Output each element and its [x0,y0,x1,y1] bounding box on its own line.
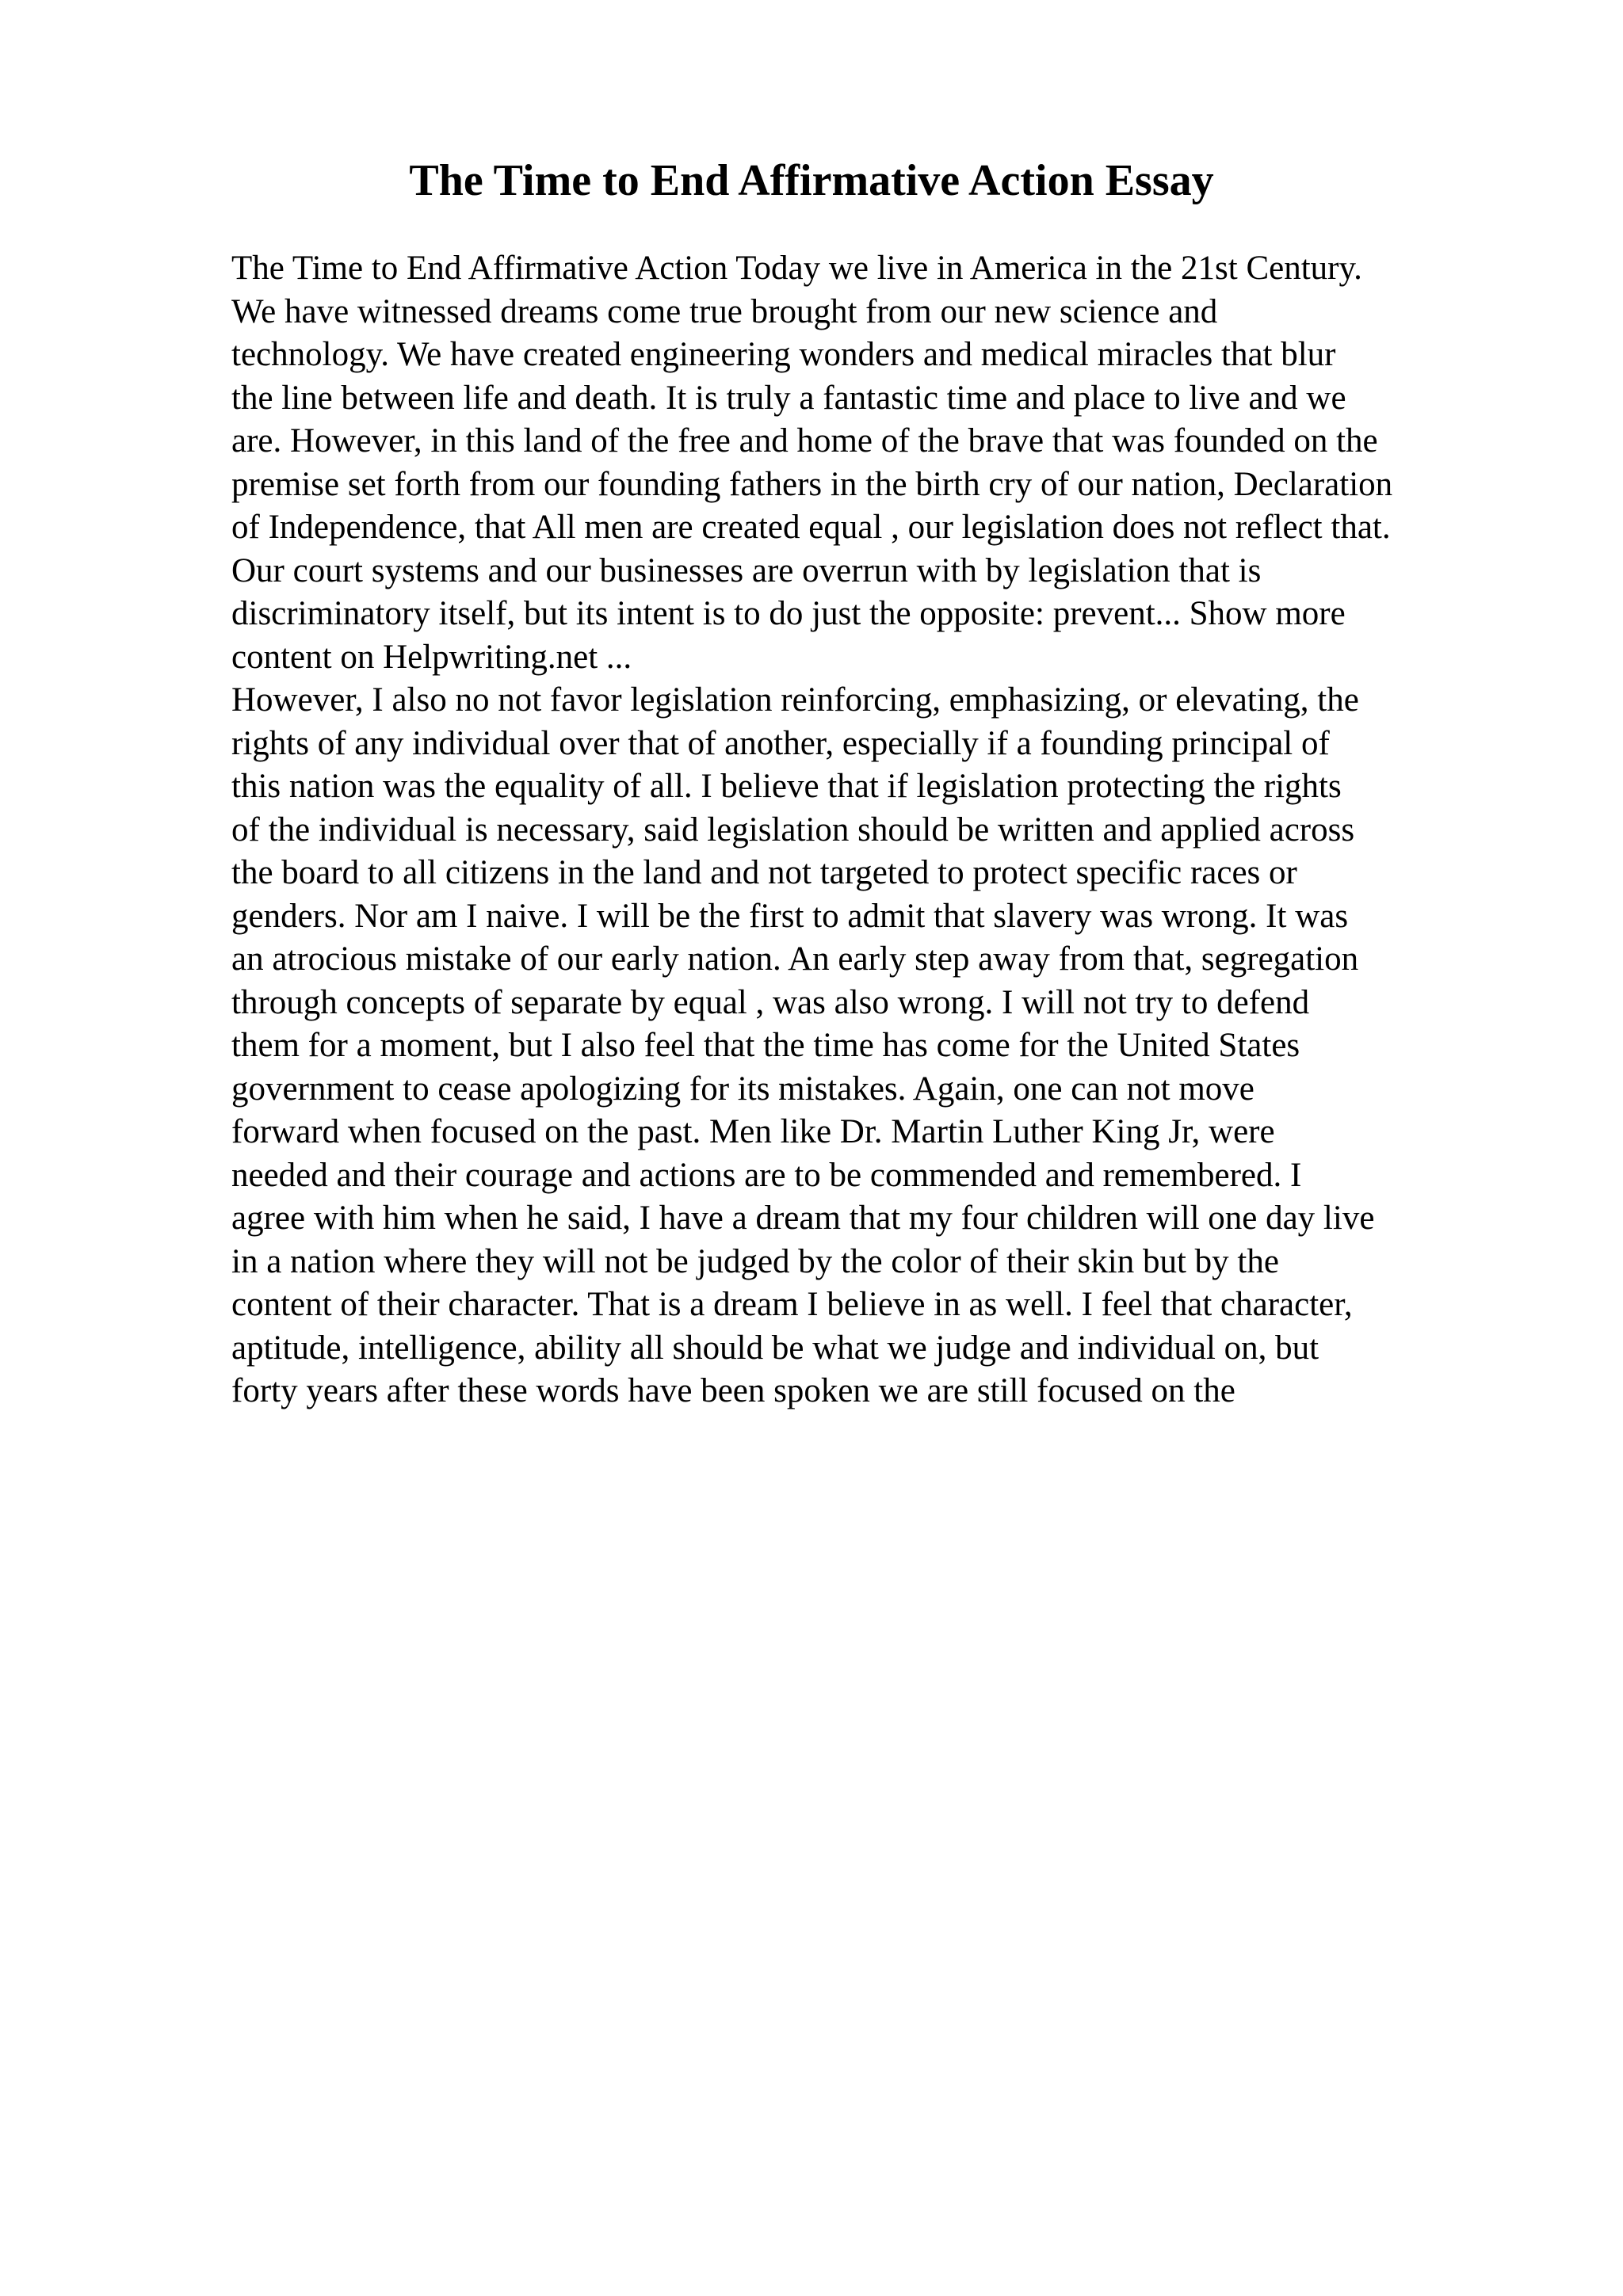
body-line: technology. We have created engineering wonders and medical miracles that blur [231,336,1336,373]
body-line: agree with him when he said, I have a dream that my four children will one day live [231,1199,1375,1237]
body-line: content of their character. That is a dream I believe in as well. I feel that character, [231,1286,1353,1323]
body-line: of Independence, that All men are created equal , our legislation does not reflect that. [231,509,1391,546]
body-line: the board to all citizens in the land and not targeted to protect specific races or [231,854,1297,891]
body-line: aptitude, intelligence, ability all should be what we judge and individual on, but [231,1329,1319,1367]
body-line: the line between life and death. It is truly a fantastic time and place to live and we [231,379,1346,417]
document-title: The Time to End Affirmative Action Essay [409,156,1214,205]
body-line: discriminatory itself, but its intent is to do just the opposite: prevent... Show more [231,595,1346,632]
body-line: content on Helpwriting.net ... [231,638,632,676]
body-line: However, I also no not favor legislation reinforcing, emphasizing, or elevating, the [231,681,1359,719]
body-line: rights of any individual over that of another, especially if a founding principal of [231,724,1330,762]
body-line: in a nation where they will not be judged by the color of their skin but by the [231,1242,1279,1280]
body-line: forward when focused on the past. Men like Dr. Martin Luther King Jr, were [231,1113,1275,1150]
body-line: Our court systems and our businesses are overrun with by legislation that is [231,551,1262,589]
document-body [231,247,1515,1413]
body-line: forty years after these words have been spoken we are still focused on the [231,1372,1235,1409]
body-line: We have witnessed dreams come true brought from our new science and [231,292,1218,330]
body-line: of the individual is necessary, said legislation should be written and applied across [231,810,1355,849]
body-line: premise set forth from our founding fathers in the birth cry of our nation, Declaration [231,465,1393,503]
body-line: The Time to End Affirmative Action Today we live in America in the 21st Century. [231,250,1362,287]
body-line: them for a moment, but I also feel that the time has come for the United States [231,1027,1300,1064]
body-line: an atrocious mistake of our early nation. An early step away from that, segregation [231,940,1359,978]
body-line: government to cease apologizing for its mistakes. Again, one can not move [231,1070,1254,1108]
body-line: needed and their courage and actions are to be commended and remembered. I [231,1156,1302,1194]
body-line: are. However, in this land of the free and home of the brave that was founded on the [231,422,1378,460]
body-line: through concepts of separate by equal , was also wrong. I will not try to defend [231,983,1310,1021]
body-line: genders. Nor am I naive. I will be the first to admit that slavery was wrong. It was [231,897,1349,935]
body-line: this nation was the equality of all. I believe that if legislation protecting the rights [231,768,1342,805]
